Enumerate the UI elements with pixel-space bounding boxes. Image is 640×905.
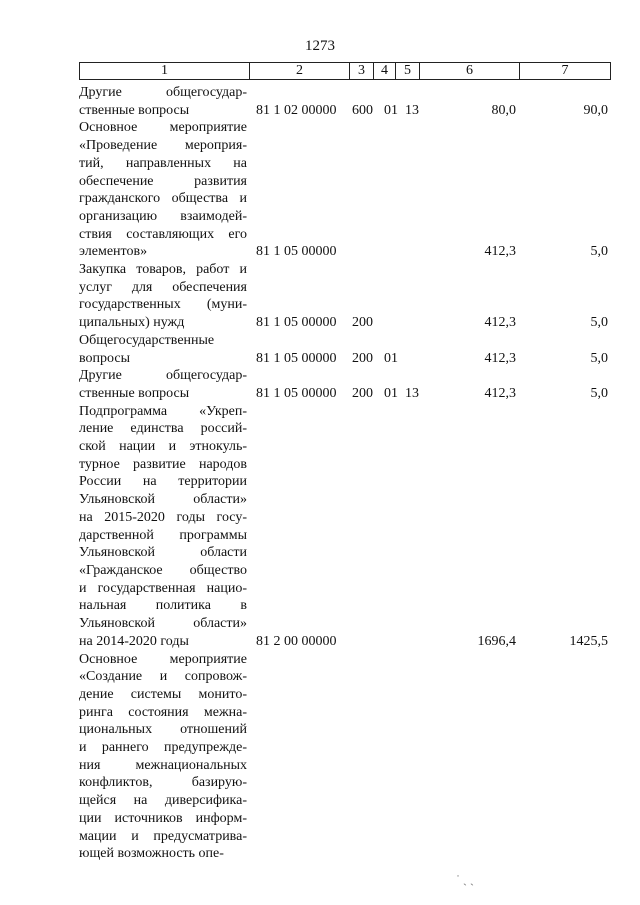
table-header [79,62,611,80]
row-description [79,84,247,119]
description-line: Основное мероприятие [79,651,247,667]
row-col-5: 13 [405,385,419,401]
description-line: турное развитие народов [79,456,247,472]
description-line: щейся на диверсифика- [79,793,247,809]
description-line: Другие общегосудар- [79,85,247,100]
row-code: 81 1 05 00000 [256,244,337,260]
description-line: вопросы [79,350,130,366]
description-line: обеспечение развития [79,173,247,189]
description-line: государственных (муни- [79,297,247,313]
description-line: конфликтов, базирую- [79,775,247,791]
header-col-1: 1 [80,63,250,79]
table-row [79,332,611,367]
description-line: ринга состояния межна- [79,704,247,720]
row-col-3: 600 [352,102,373,118]
description-line: Закупка товаров, работ и [79,262,247,278]
description-line: ление единства россий- [79,421,247,437]
description-line: Основное мероприятие [79,120,247,136]
table-row [79,367,611,402]
row-value-7: 5,0 [590,244,608,260]
description-line: дение системы монито- [79,686,247,702]
row-col-3: 200 [352,315,373,331]
row-code: 81 1 05 00000 [256,315,337,331]
header-col-6: 6 [420,63,520,79]
description-line: ственные вопросы [79,102,190,118]
description-line: Подпрограмма «Укреп- [79,403,247,419]
table-row [79,84,611,119]
table-body [79,84,611,863]
row-col-3: 200 [352,385,373,401]
row-description [79,367,247,402]
row-value-6: 1696,4 [477,633,516,649]
header-col-2: 2 [250,63,350,79]
row-description [79,403,247,651]
row-value-7: 90,0 [583,102,608,118]
row-description [79,119,247,261]
description-line: гражданского общества и [79,191,247,207]
description-line: ющей возможность опе- [79,846,224,862]
description-line: «Гражданское общество [79,562,247,578]
row-col-4: 01 [384,385,398,401]
description-line: ской нации и этнокуль- [79,439,247,455]
row-value-7: 5,0 [590,315,608,331]
row-value-6: 412,3 [484,385,516,401]
description-line: Ульяновской области [79,545,247,561]
row-description [79,332,247,367]
header-col-5: 5 [396,63,420,79]
table-row [79,651,611,863]
description-line: «Создание и сопровож- [79,669,247,685]
row-col-4: 01 [384,102,398,118]
description-line: организацию взаимодей- [79,208,247,224]
description-line: ственные вопросы [79,385,190,401]
row-col-3: 200 [352,350,373,366]
row-value-6: 412,3 [484,244,516,260]
description-line: Другие общегосудар- [79,368,247,384]
description-line: ствия составляющих его [79,226,247,242]
row-code: 81 1 02 00000 [256,102,337,118]
description-line: ния межнациональных [79,757,247,773]
row-value-6: 80,0 [491,102,516,118]
header-col-4: 4 [374,63,396,79]
description-line: услуг для обеспечения [79,279,247,295]
description-line: Ульяновской области» [79,492,247,508]
description-line: Общегосударственные [79,332,215,348]
row-description [79,261,247,332]
description-line: нальная политика в [79,598,247,614]
row-code: 81 2 00 00000 [256,633,337,649]
row-value-7: 1425,5 [569,633,608,649]
row-description [79,651,247,863]
row-col-5: 13 [405,102,419,118]
description-line: дарственной программы [79,527,247,543]
table-row [79,119,611,261]
description-line: на 2015-2020 годы госу- [79,509,247,525]
row-value-6: 412,3 [484,315,516,331]
description-line: циональных отношений [79,722,247,738]
description-line: Ульяновской области» [79,616,247,632]
description-line: ции источников информ- [79,810,247,826]
row-col-4: 01 [384,350,398,366]
row-value-7: 5,0 [590,385,608,401]
description-line: ципальных) нужд [79,315,185,331]
description-line: и раннего предупрежде- [79,740,247,756]
table-row [79,261,611,332]
description-line: тий, направленных на [79,155,247,171]
table-row [79,403,611,651]
scan-speck: ˙ ˎ ˎ [456,872,474,886]
description-line: мации и предусматрива- [79,828,247,844]
row-value-7: 5,0 [590,350,608,366]
row-code: 81 1 05 00000 [256,385,337,401]
header-col-3: 3 [350,63,374,79]
header-col-7: 7 [561,63,569,78]
description-line: России на территории [79,474,247,490]
description-line: и государственная нацио- [79,580,247,596]
row-value-6: 412,3 [484,350,516,366]
description-line: «Проведение мероприя- [79,138,247,154]
page-number: 1273 [305,38,335,54]
row-code: 81 1 05 00000 [256,350,337,366]
description-line: на 2014-2020 годы [79,633,189,649]
description-line: элементов» [79,244,148,260]
